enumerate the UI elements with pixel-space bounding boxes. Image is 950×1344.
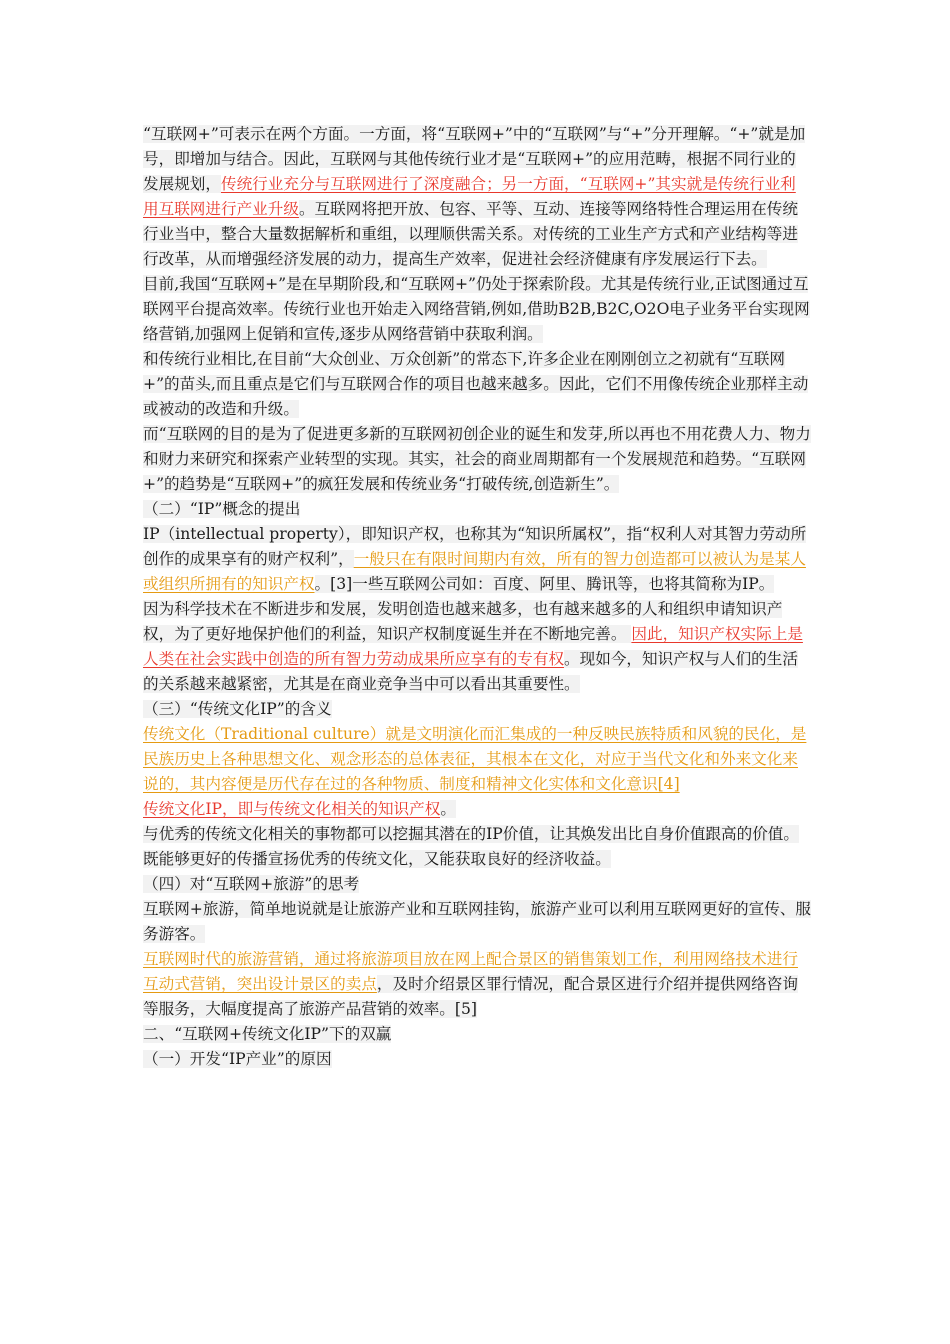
paragraph-traditional-culture-ip	[143, 797, 811, 822]
highlighted-red-text: 因此，知识产权实际上是人类在社会实践中创造的所有智力劳动成果所应享有的专有权	[143, 625, 803, 668]
highlighted-orange-text: 传统文化（Traditional culture）就是文明演化而汇集成的一种反映民族特质和风貌的民化，是民族历史上各种思想文化、观念形态的总体表征，其根本在文化，对应于当代文化和外来文化来说的，其内容便是历代存在过的各种物质、制度和精神文化实体和文化意识[4]	[143, 725, 807, 793]
section-heading-ip-industry-reasons	[143, 1047, 811, 1072]
document-body	[143, 122, 811, 1072]
text-run: ，及时介绍景区罪行情况，配合景区进行介绍并提供网络咨询等服务，大幅度提高了旅游产品营销的效率。[5]	[143, 975, 798, 1018]
paragraph-internet-purpose	[143, 422, 811, 497]
section-heading-ip-concept	[143, 497, 811, 522]
text-run: 与优秀的传统文化相关的事物都可以挖掘其潜在的IP价值，让其焕发出比自身价值跟高的价值。既能够更好的传播宣扬优秀的传统文化，又能获取良好的经济收益。	[143, 825, 799, 868]
text-run: 。互联网将把开放、包容、平等、互动、连接等网络特性合理运用在传统行业当中，整合大量数据解析和重组，以理顺供需关系。对传统的工业生产方式和产业结构等进行改革，从而增强经济发展的动力，提高生产效率，促进社会经济健康有序发展运行下去。	[143, 200, 798, 268]
highlighted-red-text: 传统行业充分与互联网进行了深度融合；另一方面，“互联网+”其实就是传统行业利用互联网进行产业升级	[143, 175, 796, 218]
paragraph-current-stage	[143, 272, 811, 347]
highlighted-red-text: 传统文化IP，即与传统文化相关的知识产权	[143, 800, 441, 818]
heading-text: （三）“传统文化IP”的含义	[143, 700, 332, 718]
text-run: 。	[440, 800, 456, 818]
text-run: 目前,我国“互联网+”是在早期阶段,和“互联网+”仍处于探索阶段。尤其是传统行业,正试图通过互联网平台提高效率。传统行业也开始走入网络营销,例如,借助B2B,B2C,O2O电子业务平台实现网络营销,加强网上促销和宣传,逐步从网络营销中获取利润。	[143, 275, 810, 343]
heading-text: （一）开发“IP产业”的原因	[143, 1050, 332, 1068]
section-heading-internet-tourism	[143, 872, 811, 897]
section-heading-traditional-culture-ip	[143, 697, 811, 722]
text-run: 。[3]一些互联网公司如：百度、阿里、腾讯等，也将其简称为IP。	[314, 575, 775, 593]
text-run: 而“互联网的目的是为了促进更多新的互联网初创企业的诞生和发芽,所以再也不用花费人力、物力和财力来研究和探索产业转型的实现。其实，社会的商业周期都有一个发展规范和趋势。“互联网+”的趋势是“互联网+”的疯狂发展和传统业务“打破传统,创造新生”。	[143, 425, 811, 493]
text-run: 。现如今，知识产权与人们的生活的关系越来越紧密，尤其是在商业竞争当中可以看出其重要性。	[143, 650, 798, 693]
heading-text: （四）对“互联网+旅游”的思考	[143, 875, 360, 893]
highlighted-orange-text: 一般只在有限时间期内有效，所有的智力创造都可以被认为是某人或组织所拥有的知识产权	[143, 550, 806, 593]
text-run: “互联网+”可表示在两个方面。一方面，将“互联网+”中的“互联网”与“+”分开理解。“+”就是加号，即增加与结合。因此，互联网与其他传统行业才是“互联网+”的应用范畴，根据不同行业的发展规划，	[143, 125, 806, 193]
paragraph-ip-value	[143, 822, 811, 872]
text-run: 因为科学技术在不断进步和发展，发明创造也越来越多，也有越来越多的人和组织申请知识产权，为了更好地保护他们的利益，知识产权制度诞生并在不断地完善。	[143, 600, 783, 643]
paragraph-ip-definition	[143, 522, 811, 597]
paragraph-tourism-marketing	[143, 947, 811, 1022]
chapter-heading-win-win	[143, 1022, 811, 1047]
paragraph-compared-traditional	[143, 347, 811, 422]
heading-text: 二、“互联网+传统文化IP”下的双赢	[143, 1025, 392, 1043]
paragraph-ip-development	[143, 597, 811, 697]
heading-text: （二）“IP”概念的提出	[143, 500, 301, 518]
paragraph-internet-plus-meaning	[143, 122, 811, 272]
text-run: 和传统行业相比,在目前“大众创业、万众创新”的常态下,许多企业在刚刚创立之初就有“互联网+”的苗头,而且重点是它们与互联网合作的项目也越来越多。因此，它们不用像传统企业那样主动或被动的改造和升级。	[143, 350, 809, 418]
text-run: IP（intellectual property），即知识产权，也称其为“知识所属权”，指“权利人对其智力劳动所创作的成果享有的财产权利”，	[143, 525, 807, 568]
highlighted-orange-text: 互联网时代的旅游营销，通过将旅游项目放在网上配合景区的销售策划工作，利用网络技术进行互动式营销，突出设计景区的卖点	[143, 950, 798, 993]
text-run: 互联网+旅游，简单地说就是让旅游产业和互联网挂钩，旅游产业可以利用互联网更好的宣传、服务游客。	[143, 900, 812, 943]
paragraph-tourism-definition	[143, 897, 811, 947]
paragraph-traditional-culture-definition	[143, 722, 811, 797]
